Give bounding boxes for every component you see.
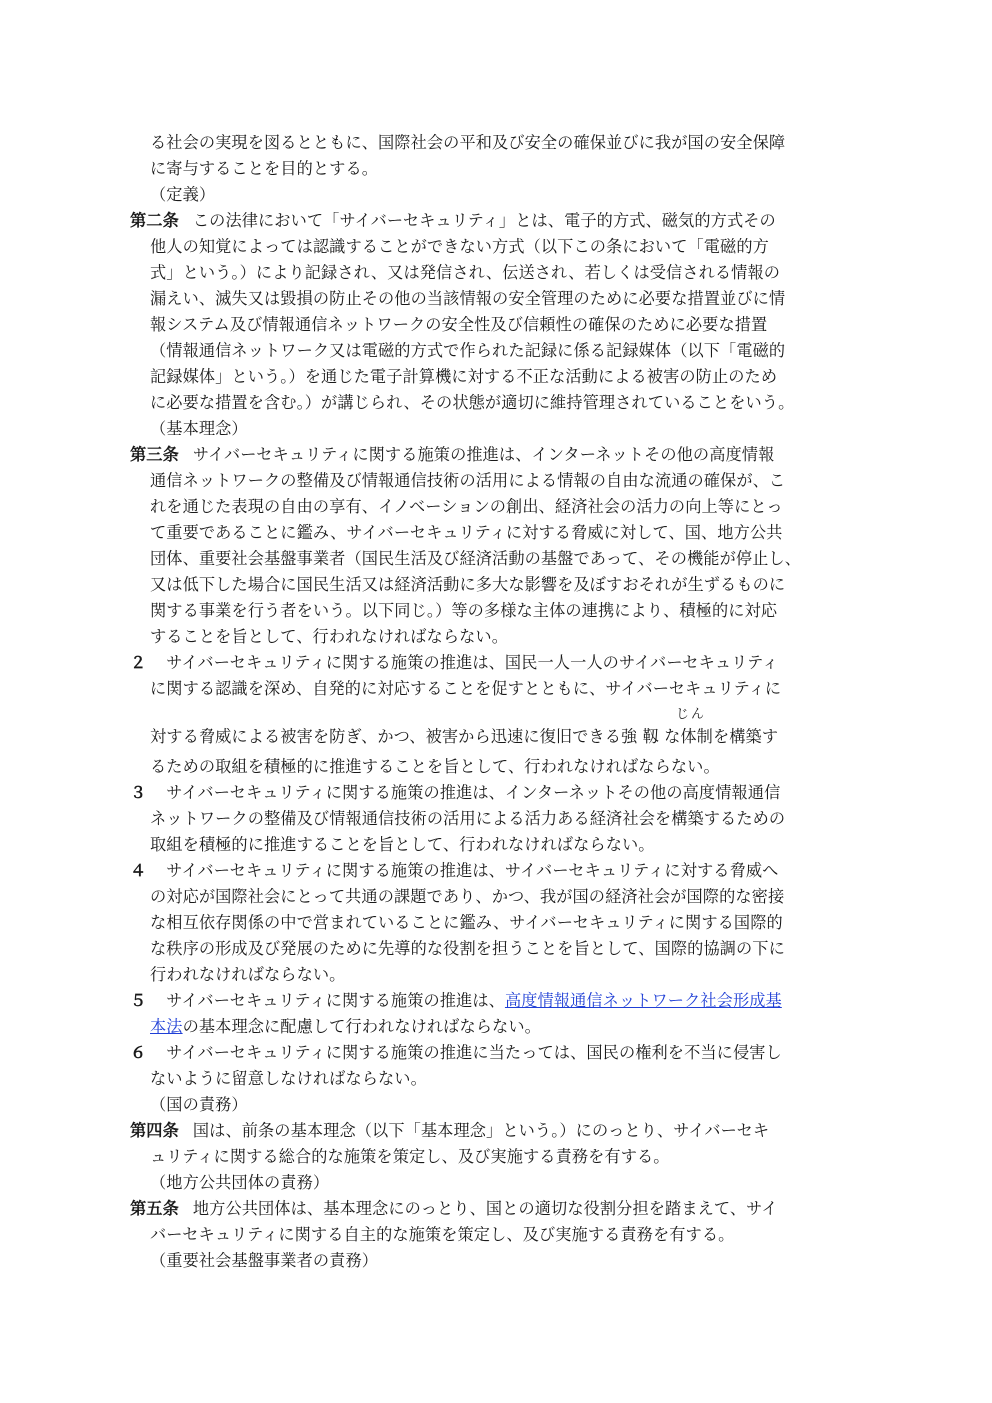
ruby-reading: じん bbox=[676, 707, 707, 722]
text-line: の基本理念に配慮して行われなければならない。 bbox=[182, 1017, 541, 1036]
paragraph-5-number: ５ bbox=[130, 991, 147, 1010]
paragraph-3-line bbox=[130, 782, 842, 806]
text-line: ネットワークの整備及び情報通信技術の活用による活力ある経済社会を構築するための bbox=[150, 809, 786, 828]
text-line: て重要であることに鑑み、サイバーセキュリティに対する脅威に対して、国、地方公共 bbox=[150, 523, 783, 542]
article-4-number: 第四条 bbox=[130, 1121, 179, 1140]
text-line: に寄与することを目的とする。 bbox=[150, 159, 379, 178]
paragraph-6-line bbox=[130, 1042, 842, 1066]
text-line: （情報通信ネットワーク又は電磁的方式で作られた記録に係る記録媒体（以下「電磁的 bbox=[150, 341, 786, 360]
text-line: な秩序の形成及び発展のために先導的な役割を担うことを旨として、国際的協調の下に bbox=[150, 939, 785, 958]
text-line: る社会の実現を図るとともに、国際社会の平和及び安全の確保並びに我が国の安全保障 bbox=[150, 133, 786, 152]
paragraph-2-line bbox=[130, 652, 842, 676]
paragraph-4-number: ４ bbox=[130, 861, 147, 880]
paragraph-4-line bbox=[130, 860, 842, 884]
article-5-number: 第五条 bbox=[130, 1199, 179, 1218]
law-link-part-1[interactable]: 高度情報通信ネットワーク社会形成基 bbox=[504, 991, 782, 1010]
text-line: 取組を積極的に推進することを旨として、行われなければならない。 bbox=[150, 835, 655, 854]
text-line: 他人の知覚によっては認識することができない方式（以下この条において「電磁的方 bbox=[150, 237, 769, 256]
text-line: この法律において「サイバーセキュリティ」とは、電子的方式、磁気的方式その bbox=[192, 211, 776, 230]
text-line: るための取組を積極的に推進することを旨として、行われなければならない。 bbox=[150, 757, 720, 776]
text-line: 報システム及び情報通信ネットワークの安全性及び信頼性の確保のために必要な措置 bbox=[150, 315, 768, 334]
text-line: サイバーセキュリティに関する施策の推進に当たっては、国民の権利を不当に侵害し bbox=[166, 1043, 782, 1062]
text-line: 地方公共団体は、基本理念にのっとり、国との適切な役割分担を踏まえて、サイ bbox=[192, 1199, 778, 1218]
text-line: 関する事業を行う者をいう。以下同じ。）等の多様な主体の連携により、積極的に対応 bbox=[150, 601, 778, 620]
article-2-number: 第二条 bbox=[130, 211, 179, 230]
article-5-line bbox=[130, 1198, 842, 1222]
text-line: 対する脅威による被害を防ぎ、かつ、被害から迅速に復旧できる強 靱 な体制を構築す bbox=[150, 727, 779, 746]
text-line: 漏えい、滅失又は毀損の防止その他の当該情報の安全管理のために必要な措置並びに情 bbox=[150, 289, 786, 308]
text-line: サイバーセキュリティに関する施策の推進は、インターネットその他の高度情報 bbox=[192, 445, 775, 464]
text-line: することを旨として、行われなければならない。 bbox=[150, 627, 508, 646]
text-line: ュリティに関する総合的な施策を策定し、及び実施する責務を有する。 bbox=[150, 1147, 670, 1166]
article-2-line bbox=[130, 210, 842, 234]
paragraph-3-number: ３ bbox=[130, 783, 147, 802]
text-line: な相互依存関係の中で営まれていることに鑑み、サイバーセキュリティに関する国際的 bbox=[150, 913, 783, 932]
caption-critical-infra-duties: （重要社会基盤事業者の責務） bbox=[150, 1251, 379, 1270]
text-line: 団体、重要社会基盤事業者（国民生活及び経済活動の基盤であって、その機能が停止し、 bbox=[150, 549, 802, 568]
article-3-line bbox=[130, 444, 842, 468]
paragraph-5-line-2 bbox=[150, 1016, 840, 1040]
caption-local-gov-duties: （地方公共団体の責務） bbox=[150, 1173, 330, 1192]
law-link-part-2[interactable]: 本法 bbox=[150, 1017, 183, 1036]
text-line: サイバーセキュリティに関する施策の推進は、サイバーセキュリティに対する脅威へ bbox=[166, 861, 779, 880]
text-line: れを通じた表現の自由の享有、イノベーションの創出、経済社会の活力の向上等にとっ bbox=[150, 497, 783, 516]
article-4-line bbox=[130, 1120, 842, 1144]
text-line: 国は、前条の基本理念（以下「基本理念」という。）にのっとり、サイバーセキ bbox=[192, 1121, 770, 1140]
text-line: に関する認識を深め、自発的に対応することを促すとともに、サイバーセキュリティに bbox=[150, 679, 782, 698]
text-line: サイバーセキュリティに関する施策の推進は、 bbox=[166, 991, 505, 1010]
paragraph-2-number: ２ bbox=[130, 653, 147, 672]
caption-basic-principles: （基本理念） bbox=[150, 419, 248, 438]
paragraph-5-line bbox=[130, 990, 842, 1014]
caption-definition: （定義） bbox=[150, 185, 216, 204]
paragraph-6-number: ６ bbox=[130, 1043, 147, 1062]
text-line: 又は低下した場合に国民生活又は経済活動に多大な影響を及ぼすおそれが生ずるものに bbox=[150, 575, 786, 594]
text-line: 通信ネットワークの整備及び情報通信技術の活用による情報の自由な流通の確保が、こ bbox=[150, 471, 786, 490]
text-line: に必要な措置を含む。）が講じられ、その状態が適切に維持管理されていることをいう。 bbox=[150, 393, 795, 412]
text-line: 記録媒体」という。）を通じた電子計算機に対する不正な活動による被害の防止のため bbox=[150, 367, 778, 386]
article-3-number: 第三条 bbox=[130, 445, 179, 464]
caption-state-duties: （国の責務） bbox=[150, 1095, 248, 1114]
text-line: 行われなければならない。 bbox=[150, 965, 346, 984]
text-line: ないように留意しなければならない。 bbox=[150, 1069, 427, 1088]
text-line: 式」という。）により記録され、又は発信され、伝送され、若しくは受信される情報の bbox=[150, 263, 781, 282]
text-line: サイバーセキュリティに関する施策の推進は、インターネットその他の高度情報通信 bbox=[166, 783, 781, 802]
text-line: の対応が国際社会にとって共通の課題であり、かつ、我が国の経済社会が国際的な密接 bbox=[150, 887, 785, 906]
text-line: バーセキュリティに関する自主的な施策を策定し、及び実施する責務を有する。 bbox=[150, 1225, 735, 1244]
text-line: サイバーセキュリティに関する施策の推進は、国民一人一人のサイバーセキュリティ bbox=[166, 653, 779, 672]
